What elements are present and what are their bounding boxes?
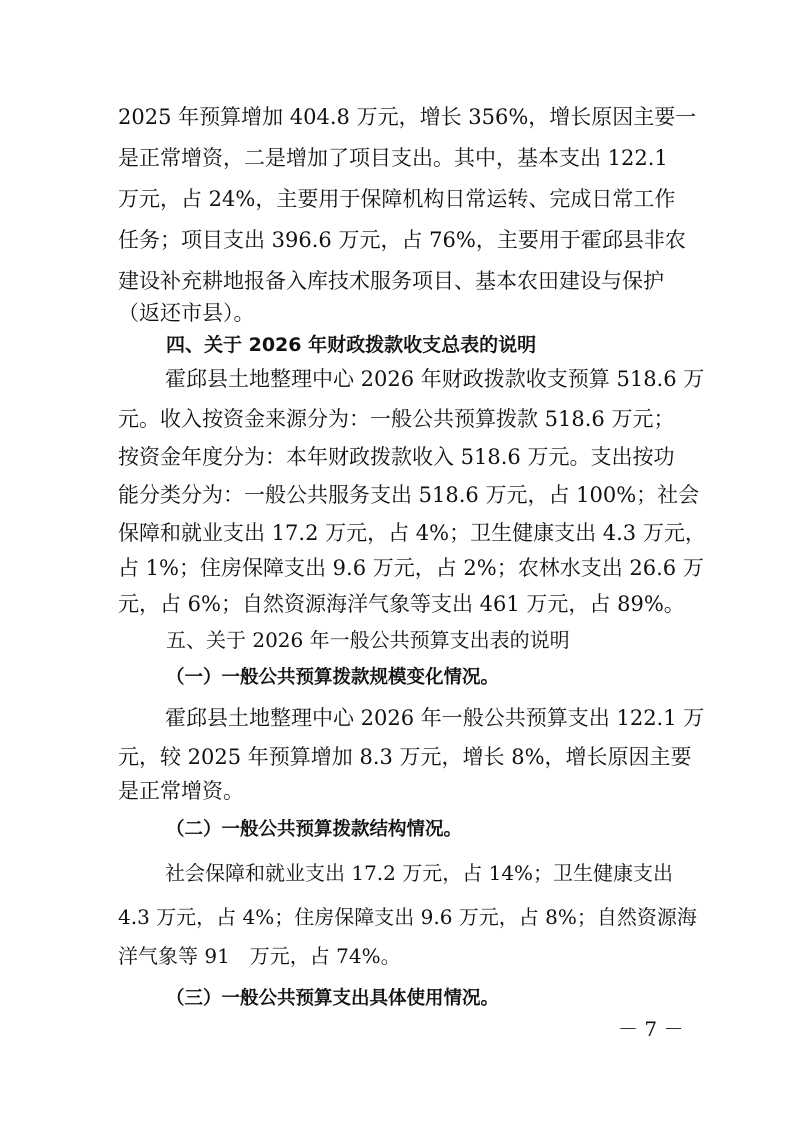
paragraph-line: 4.3 万元，占 4%；住房保障支出 9.6 万元，占 8%；自然资源海: [118, 905, 697, 929]
subheading-3: （三）一般公共预算支出具体使用情况。: [166, 988, 500, 1009]
paragraph-line: 元，较 2025 年预算增加 8.3 万元，增长 8%，增长原因主要: [118, 745, 692, 769]
paragraph-line: 霍邱县土地整理中心 2026 年一般公共预算支出 122.1 万: [165, 706, 705, 730]
paragraph-line: 元。收入按资金来源分为：一般公共预算拨款 518.6 万元；: [118, 407, 675, 431]
paragraph-line: 万元，占 24%，主要用于保障机构日常运转、完成日常工作: [118, 187, 676, 211]
paragraph-line: 霍邱县土地整理中心 2026 年财政拨款收支预算 518.6 万: [165, 367, 705, 391]
paragraph-line: 保障和就业支出 17.2 万元，占 4%；卫生健康支出 4.3 万元，: [118, 521, 706, 545]
paragraph-line: 按资金年度分为：本年财政拨款收入 518.6 万元。支出按功: [118, 445, 675, 469]
page-number: － 7 －: [618, 1017, 684, 1041]
paragraph-line: 洋气象等 91 万元，占 74%。: [118, 944, 401, 968]
paragraph-line: 任务；项目支出 396.6 万元，占 76%，主要用于霍邱县非农: [118, 228, 686, 252]
subheading-1: （一）一般公共预算拨款规模变化情况。: [166, 667, 500, 688]
section-heading-5: 五、关于 2026 年一般公共预算支出表的说明: [166, 628, 570, 652]
paragraph-line: 元，占 6%；自然资源海洋气象等支出 461 万元，占 89%。: [118, 592, 685, 616]
paragraph-line: 能分类分为：一般公共服务支出 518.6 万元，占 100%；社会: [118, 483, 700, 507]
paragraph-line: 2025 年预算增加 404.8 万元，增长 356%，增长原因主要一: [118, 105, 697, 129]
paragraph-line: 社会保障和就业支出 17.2 万元，占 14%；卫生健康支出: [165, 861, 674, 885]
section-heading-4: 四、关于 2026 年财政拨款收支总表的说明: [166, 334, 537, 356]
paragraph-line: 占 1%；住房保障支出 9.6 万元，占 2%；农林水支出 26.6 万: [118, 556, 704, 580]
paragraph-line: （返还市县）。: [118, 301, 255, 325]
subheading-2: （二）一般公共预算拨款结构情况。: [166, 819, 463, 840]
paragraph-line: 建设补充耕地报备入库技术服务项目、基本农田建设与保护: [118, 269, 664, 293]
paragraph-line: 是正常增资，二是增加了项目支出。其中，基本支出 122.1: [118, 146, 668, 170]
paragraph-line: 是正常增资。: [118, 779, 244, 803]
